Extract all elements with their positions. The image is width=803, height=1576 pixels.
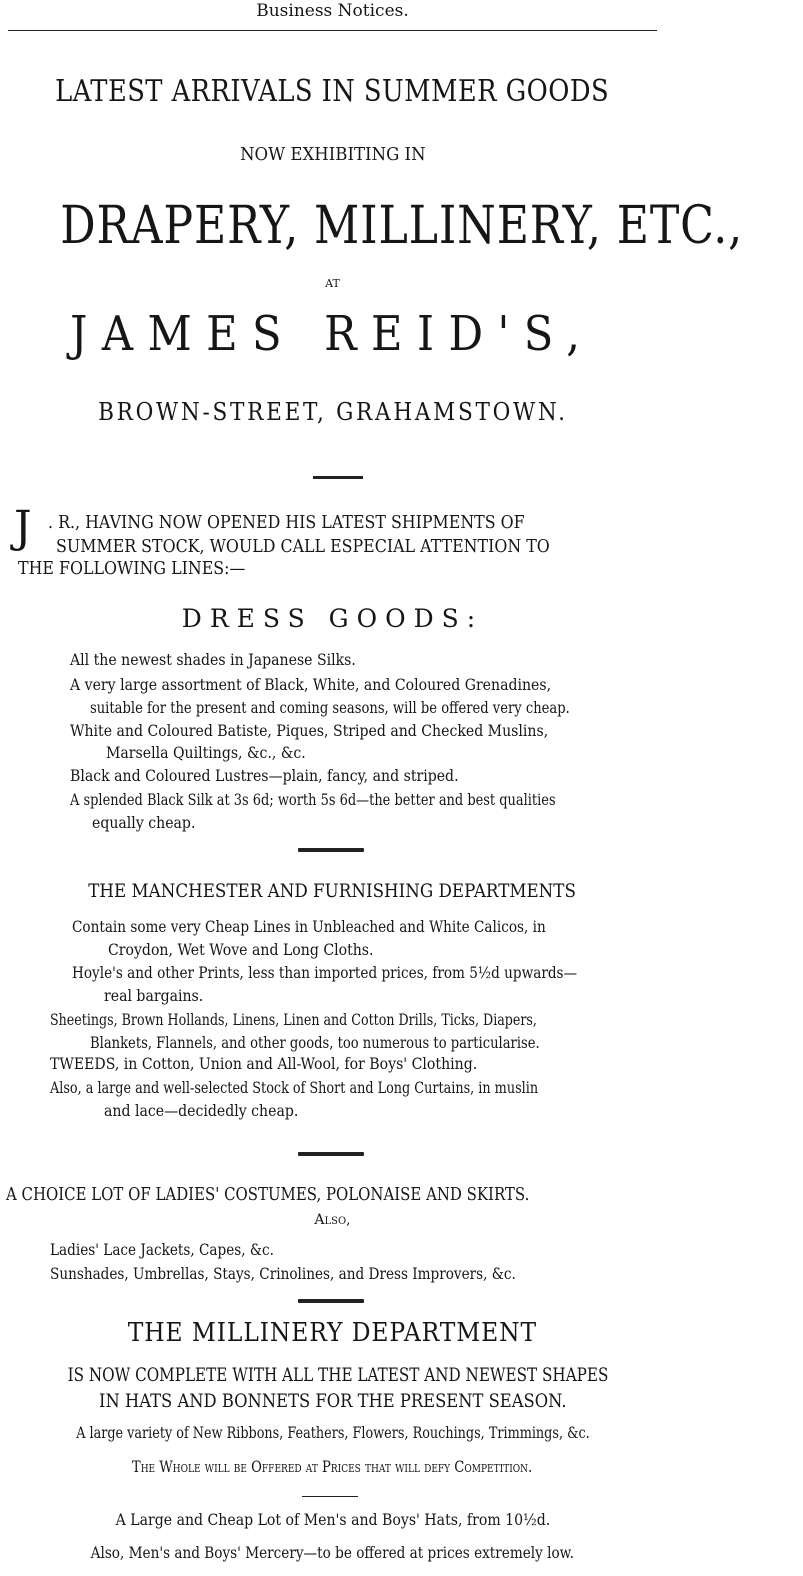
- shop-address: [0, 398, 665, 426]
- list-item: [70, 650, 395, 669]
- list-item-text: All the newest shades in Japanese Silks.: [70, 650, 356, 669]
- list-item: [70, 675, 617, 694]
- list-item-text: suitable for the present and coming seasons, will be offered very cheap.: [90, 698, 570, 717]
- list-item-text: Black and Coloured Lustres—plain, fancy, and striped.: [70, 766, 459, 785]
- list-item: [104, 986, 217, 1005]
- costumes-heading: [6, 1184, 637, 1205]
- list-item: [70, 766, 512, 785]
- list-item: [72, 963, 666, 982]
- millinery-line-3: [0, 1423, 665, 1442]
- manchester-heading-text: THE MANCHESTER AND FURNISHING DEPARTMENTS: [88, 880, 577, 902]
- section-header-text: Business Notices.: [256, 1, 409, 21]
- intro-line-1: [48, 512, 590, 533]
- list-item: [92, 813, 210, 832]
- section-header: [0, 1, 665, 21]
- list-item-text: A splended Black Silk at 3s 6d; worth 5s 6d—the better and best qualities: [70, 790, 556, 809]
- intro-line-3: [18, 558, 276, 579]
- millinery-line-3-text: A large variety of New Ribbons, Feathers, Flowers, Rouchings, Trimmings, &c.: [75, 1423, 590, 1442]
- ornament-rule: [313, 476, 363, 479]
- headline-exhibiting: [0, 144, 665, 165]
- list-item: [90, 1033, 638, 1052]
- list-item-text: and lace—decidedly cheap.: [104, 1101, 299, 1120]
- list-item-text: real bargains.: [104, 986, 204, 1005]
- list-item: [50, 1010, 666, 1029]
- millinery-line-2: [0, 1390, 665, 1412]
- costumes-heading-text: A CHOICE LOT OF LADIES' COSTUMES, POLONAISE AND SKIRTS.: [6, 1184, 530, 1205]
- list-item-text: equally cheap.: [92, 813, 196, 832]
- list-item: [70, 721, 613, 740]
- intro-line-1-text: . R., HAVING NOW OPENED HIS LATEST SHIPMENTS OF: [48, 512, 525, 533]
- millinery-line-2-text: IN HATS AND BONNETS FOR THE PRESENT SEASON.: [98, 1390, 567, 1412]
- list-item: [108, 940, 410, 959]
- drop-cap-letter: J: [14, 502, 32, 553]
- intro-line-2: [56, 536, 617, 557]
- list-item-text: White and Coloured Batiste, Piques, Striped and Checked Muslins,: [70, 721, 549, 740]
- list-item: [106, 743, 333, 762]
- ornament-rule: [298, 848, 364, 852]
- headline-at: [0, 277, 665, 290]
- list-item-text: Contain some very Cheap Lines in Unbleached and White Calicos, in: [72, 917, 546, 936]
- list-item-text: Blankets, Flannels, and other goods, too numerous to particularise.: [90, 1033, 540, 1052]
- shop-name-text: JAMES REID'S,: [70, 306, 595, 362]
- headline-arrivals-text: LATEST ARRIVALS IN SUMMER GOODS: [55, 74, 610, 109]
- list-item-text: Hoyle's and other Prints, less than imported prices, from 5½d upwards—: [72, 963, 578, 982]
- list-item-text: Marsella Quiltings, &c., &c.: [106, 743, 306, 762]
- headline-arrivals: [0, 74, 665, 109]
- ornament-rule: [298, 1152, 364, 1156]
- costumes-also: [0, 1212, 665, 1228]
- shop-address-text: BROWN-STREET, GRAHAMSTOWN.: [97, 398, 568, 426]
- millinery-line-4: [0, 1457, 665, 1476]
- hats-line-2-text: Also, Men's and Boys' Mercery—to be offered at prices extremely low.: [90, 1543, 575, 1562]
- list-item-text: Ladies' Lace Jackets, Capes, &c.: [50, 1240, 274, 1259]
- list-item-text: Croydon, Wet Wove and Long Cloths.: [108, 940, 374, 959]
- list-item-text: A very large assortment of Black, White, and Coloured Grenadines,: [70, 675, 552, 694]
- shop-name: [0, 306, 665, 362]
- manchester-heading: [0, 880, 665, 902]
- list-item-text: Sheetings, Brown Hollands, Linens, Linen and Cotton Drills, Ticks, Diapers,: [50, 1010, 537, 1029]
- header-rule: [8, 30, 657, 31]
- millinery-heading-text: THE MILLINERY DEPARTMENT: [127, 1318, 538, 1348]
- intro-line-3-text: THE FOLLOWING LINES:—: [18, 558, 246, 579]
- list-item-text: TWEEDS, in Cotton, Union and All-Wool, for Boys' Clothing.: [50, 1054, 478, 1073]
- list-item: [104, 1101, 325, 1120]
- dress-goods-heading-text: DRESS GOODS:: [181, 604, 484, 633]
- hats-line-2: [0, 1543, 665, 1562]
- headline-goods: [0, 196, 744, 256]
- ornament-rule: [302, 1496, 358, 1497]
- intro-line-2-text: SUMMER STOCK, WOULD CALL ESPECIAL ATTENTION TO: [56, 536, 550, 557]
- millinery-line-4-text: The Whole will be Offered at Prices that will defy Competition.: [132, 1457, 533, 1476]
- drop-cap: [14, 502, 32, 553]
- dress-goods-heading: [0, 604, 665, 633]
- list-item: [50, 1078, 660, 1097]
- headline-goods-text: DRAPERY, MILLINERY, ETC.,: [60, 196, 744, 256]
- list-item-text: Sunshades, Umbrellas, Stays, Crinolines, and Dress Improvers, &c.: [50, 1264, 516, 1283]
- list-item: [72, 917, 629, 936]
- list-item: [90, 698, 675, 717]
- millinery-line-1: [0, 1364, 665, 1386]
- list-item: [70, 790, 670, 809]
- ornament-rule: [298, 1299, 364, 1303]
- millinery-heading: [0, 1318, 665, 1348]
- headline-exhibiting-text: NOW EXHIBITING IN: [239, 144, 426, 165]
- list-item: [50, 1264, 598, 1283]
- millinery-line-1-text: IS NOW COMPLETE WITH ALL THE LATEST AND NEWEST SHAPES: [67, 1364, 609, 1386]
- list-item: [50, 1054, 535, 1073]
- costumes-also-text: Also,: [314, 1212, 351, 1228]
- hats-line-1-text: A Large and Cheap Lot of Men's and Boys' Hats, from 10½d.: [115, 1510, 550, 1529]
- list-item-text: Also, a large and well-selected Stock of Short and Long Curtains, in muslin: [50, 1078, 539, 1097]
- hats-line-1: [0, 1510, 665, 1529]
- headline-at-text: AT: [325, 277, 340, 290]
- list-item: [50, 1240, 313, 1259]
